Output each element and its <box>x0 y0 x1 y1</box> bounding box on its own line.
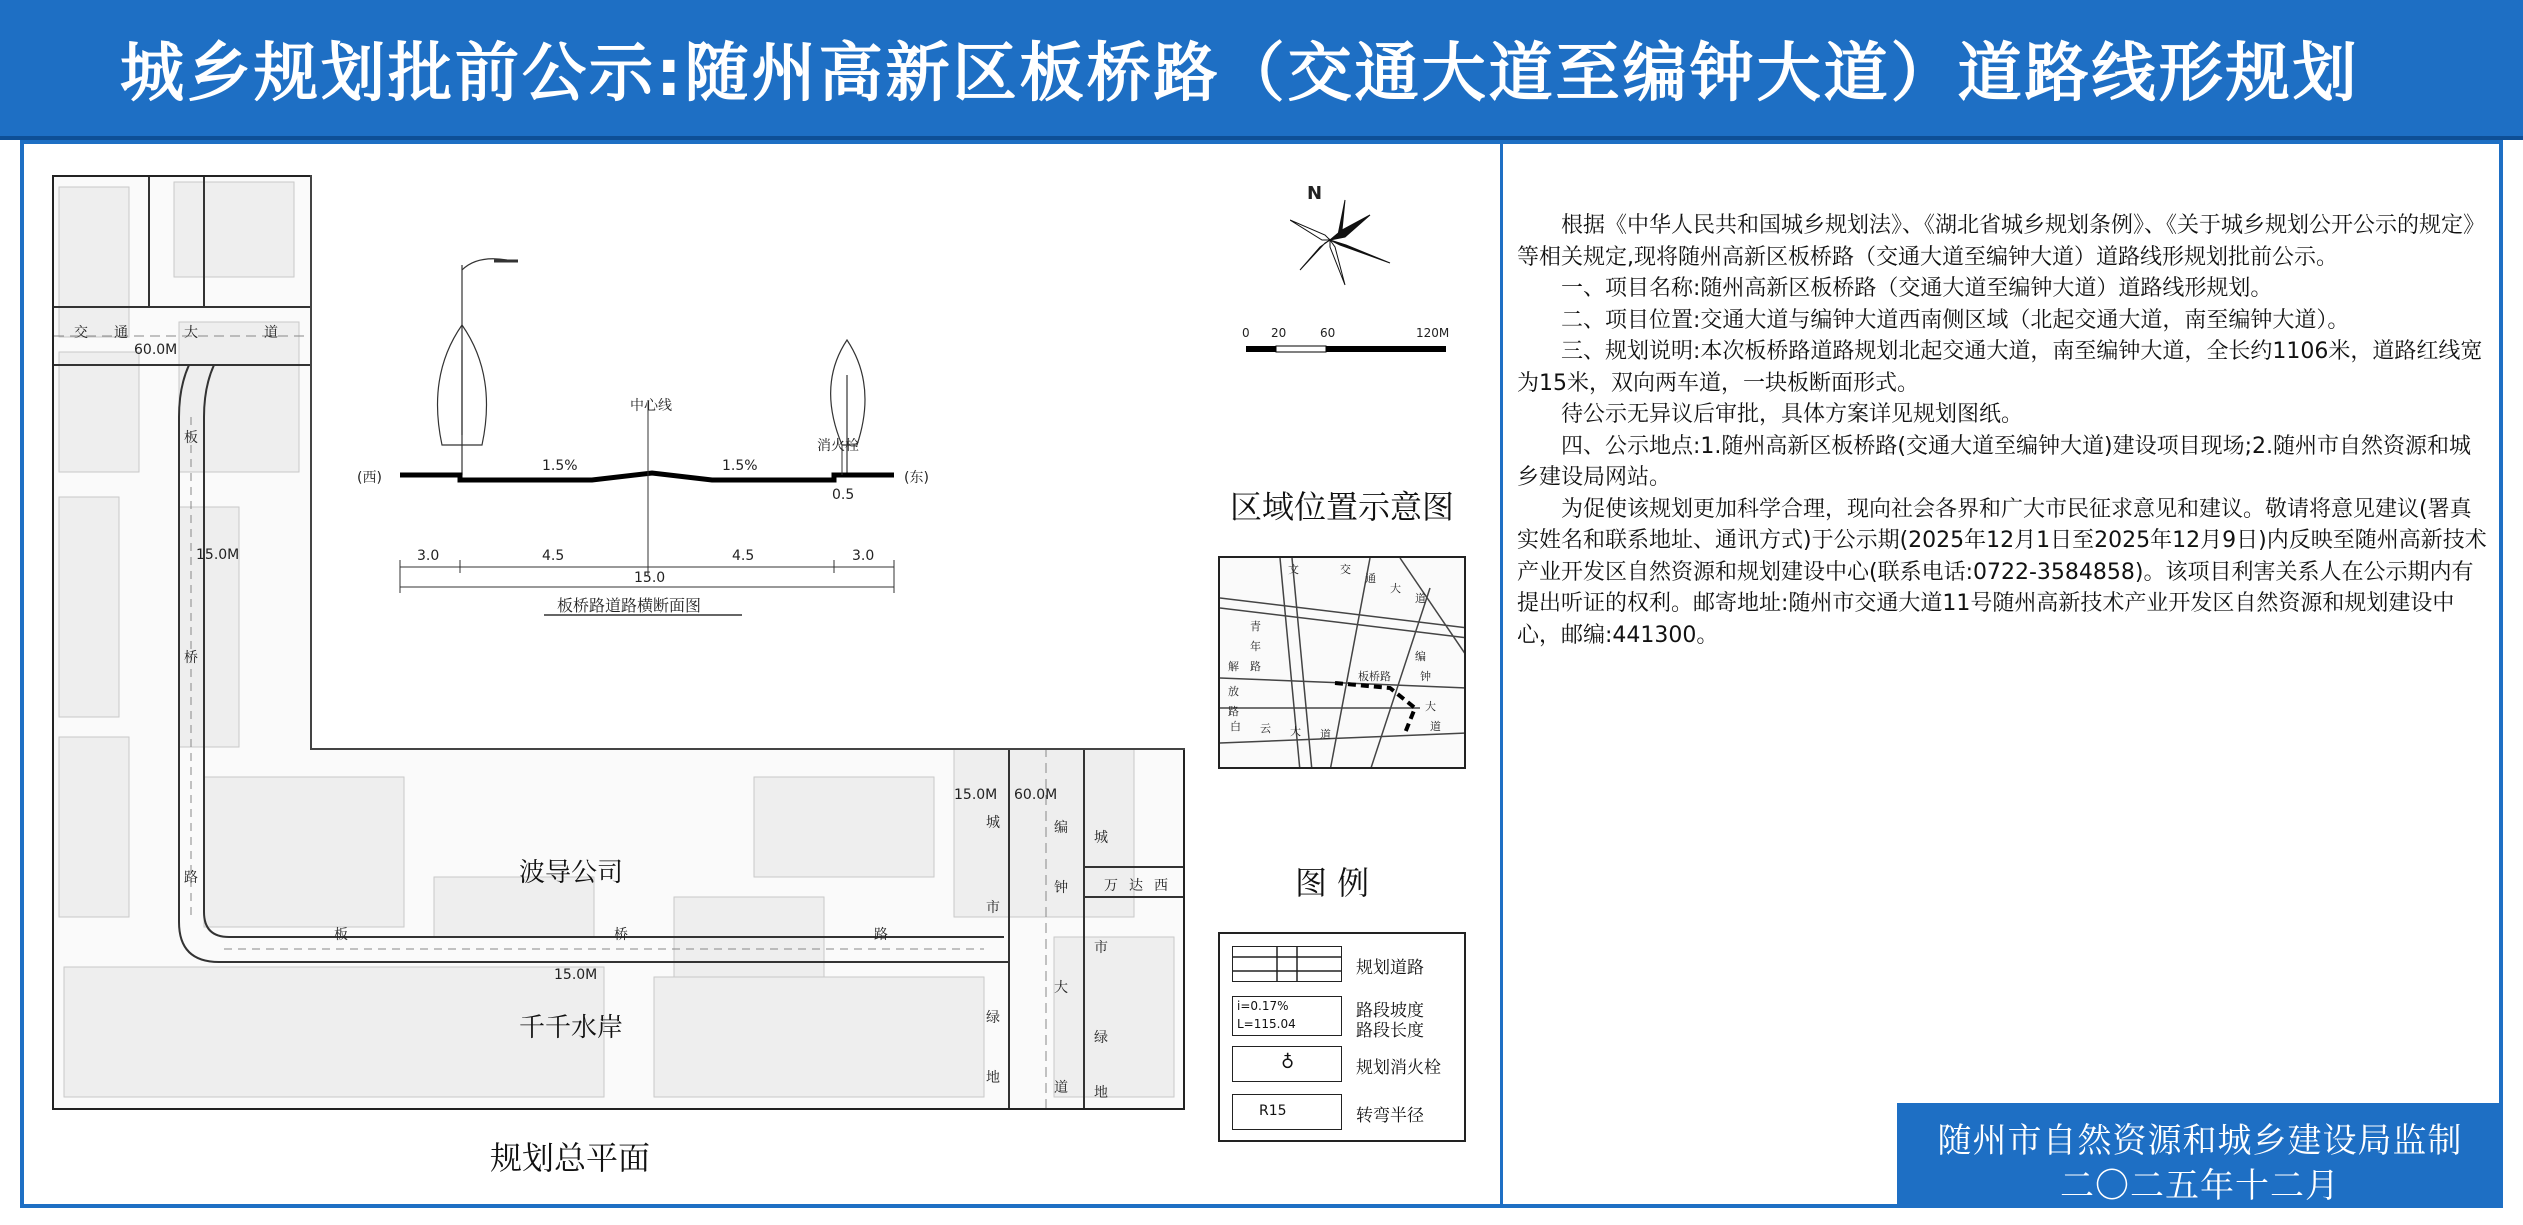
legend <box>1218 932 1466 1142</box>
road-surface <box>400 473 894 480</box>
offset-label: 0.5 <box>832 487 855 503</box>
notice-paragraph: 待公示无异议后审批，具体方案详见规划图纸。 <box>1561 402 2024 427</box>
label-chengshi2-1: 城 <box>1094 830 1108 846</box>
legend-slope-top: i=0.17% <box>1237 999 1289 1013</box>
label-wanda-2: 达 <box>1129 878 1143 894</box>
legend-label-length: 路段长度 <box>1356 1021 1424 1041</box>
notice-paragraph: 四、公示地点:1.随州高新区板桥路(交通大道至编钟大道)建设项目现场;2.随州市自然资源和城乡建设局网站。 <box>1517 433 2471 490</box>
label-banqiao-h1: 板 <box>334 927 348 943</box>
label-banqiao-v2: 桥 <box>184 650 198 666</box>
loc-char-7: 钟 <box>1420 670 1431 683</box>
label-bodao: 波导公司 <box>519 858 624 888</box>
notice-text <box>1517 210 2492 651</box>
compass-north: N <box>1307 183 1323 204</box>
legend-label-hydrant: 规划消火栓 <box>1356 1058 1441 1078</box>
center-line-label: 中心线 <box>630 398 672 414</box>
footer-date: 二〇二五年十二月 <box>2060 1166 2340 1206</box>
loc-char-8: 大 <box>1425 700 1436 713</box>
loc-char-4: 大 <box>1390 582 1401 595</box>
label-banqiao-v1: 板 <box>184 430 198 446</box>
loc-char-9: 道 <box>1430 720 1441 733</box>
notice-paragraph: 为促使该规划更加科学合理，现向社会各界和广大市民征求意见和建议。敬请将意见建议(署真实姓名和联系地址、通讯方式)于公示期(2025年12月1日至2025年12月9日)内反映至随州高新技术产业开发区自然资源和规划建设中心(联系电话:0722-3584858)。该项目利害关系人在公示期内有提出听证的权利。邮寄地址:随州市交通大道11号随州高新技术产业开发区自然资源和规划建设中心，邮编:441300。 <box>1517 496 2487 648</box>
label-chengshi-3: 绿 <box>986 1010 1000 1026</box>
east-label: (东) <box>904 470 929 486</box>
label-banqiao-v3: 路 <box>184 870 198 886</box>
page-title: 城乡规划批前公示:随州高新区板桥路（交通大道至编钟大道）道路线形规划 <box>120 37 2360 111</box>
label-jiaotong-width: 60.0M <box>134 342 178 358</box>
dim-2: 4.5 <box>542 548 565 564</box>
loc-char-16: 路 <box>1228 705 1239 718</box>
label-chengshi-2: 市 <box>986 900 1000 916</box>
loc-char-18: 年 <box>1250 640 1261 653</box>
dim-3: 4.5 <box>732 548 755 564</box>
hydrant-label: 消火栓 <box>817 438 859 454</box>
legend-slope-bottom: L=115.04 <box>1237 1017 1296 1031</box>
location-map <box>1218 556 1466 769</box>
legend-label-slope: 路段坡度 <box>1356 1001 1424 1021</box>
notice-paragraph: 根据《中华人民共和国城乡规划法》、《湖北省城乡规划条例》、《关于城乡规划公开公示的规定》等相关规定,现将随州高新区板桥路（交通大道至编钟大道）道路线形规划批前公示。 <box>1517 213 2486 270</box>
slope-left: 1.5% <box>542 458 578 474</box>
loc-char-11: 云 <box>1260 722 1271 735</box>
dim-total: 15.0 <box>634 570 666 586</box>
label-bianzhong-3: 大 <box>1054 980 1068 996</box>
label-bianzhong-2: 钟 <box>1054 880 1068 896</box>
header-banner <box>0 0 2523 140</box>
label-chengshi-4: 地 <box>986 1070 1000 1086</box>
loc-char-2: 交 <box>1340 563 1351 576</box>
loc-char-14: 解 <box>1228 660 1239 673</box>
label-jiaotong-3: 大 <box>184 325 198 341</box>
legend-label-road: 规划道路 <box>1356 958 1424 978</box>
notice-paragraph: 三、规划说明:本次板桥路道路规划北起交通大道，南至编钟大道，全长约1106米，道路红线宽为15米，双向两车道，一块板断面形式。 <box>1517 339 2483 396</box>
label-wanda-3: 西 <box>1154 878 1168 894</box>
loc-char-12: 大 <box>1290 725 1301 738</box>
loc-char-10: 白 <box>1230 720 1241 733</box>
loc-char-1: 文 <box>1288 563 1299 576</box>
label-jiaotong-1: 交 <box>74 325 88 341</box>
legend-title: 图 例 <box>1295 864 1370 902</box>
slope-right: 1.5% <box>722 458 758 474</box>
label-wanda-1: 万 <box>1104 878 1118 894</box>
plan-caption: 规划总平面 <box>490 1139 651 1177</box>
label-right-width: 15.0M <box>954 787 998 803</box>
notice-paragraph: 二、项目位置:交通大道与编钟大道西南侧区域（北起交通大道，南至编钟大道）。 <box>1561 307 2350 333</box>
scale-tick-120: 120M <box>1416 326 1450 340</box>
label-jiaotong-4: 道 <box>264 325 278 341</box>
hydrant-icon: ♁ <box>1281 1052 1295 1073</box>
west-label: (西) <box>357 470 382 486</box>
label-bottom-width: 15.0M <box>554 967 598 983</box>
label-chengshi2-2: 市 <box>1094 940 1108 956</box>
footer-issuer-box <box>1897 1103 2503 1208</box>
radius-sym: R15 <box>1259 1103 1287 1119</box>
tree-icon <box>438 259 519 475</box>
dim-4: 3.0 <box>852 548 875 564</box>
label-jiaotong-2: 通 <box>114 325 128 341</box>
label-chengshi2-4: 地 <box>1094 1085 1108 1101</box>
label-bianzhong-1: 编 <box>1054 820 1068 836</box>
scale-bar <box>1236 326 1456 366</box>
loc-route-label: 板桥路 <box>1358 670 1391 683</box>
label-chengshi2-3: 绿 <box>1094 1030 1108 1046</box>
footer-issuer: 随州市自然资源和城乡建设局监制 <box>1937 1121 2463 1161</box>
label-chengshi-1: 城 <box>986 815 1000 831</box>
loc-char-13: 道 <box>1320 728 1331 741</box>
label-road-right-top: 60.0M <box>1014 787 1058 803</box>
label-bianzhong-4: 道 <box>1054 1080 1068 1096</box>
loc-char-17: 青 <box>1250 620 1261 633</box>
section-title: 板桥路道路横断面图 <box>557 596 702 615</box>
cross-section-panel <box>310 175 1185 750</box>
dim-1: 3.0 <box>417 548 440 564</box>
loc-char-6: 编 <box>1415 650 1426 663</box>
scale-tick-20: 20 <box>1271 326 1287 340</box>
loc-char-15: 放 <box>1228 685 1239 698</box>
loc-char-3: 通 <box>1365 572 1376 585</box>
scale-tick-0: 0 <box>1242 326 1250 340</box>
scale-tick-60: 60 <box>1320 326 1336 340</box>
label-banqiao-h3: 路 <box>874 927 888 943</box>
label-banqiao-h2: 桥 <box>614 927 628 943</box>
loc-char-19: 路 <box>1250 660 1261 673</box>
label-qianqian: 千千水岸 <box>519 1013 624 1043</box>
label-banqiao-width: 15.0M <box>196 547 240 563</box>
location-caption: 区域位置示意图 <box>1230 488 1455 526</box>
legend-label-radius: 转弯半径 <box>1356 1106 1424 1126</box>
column-divider <box>1500 140 1503 1208</box>
loc-char-5: 道 <box>1415 592 1426 605</box>
notice-paragraph: 一、项目名称:随州高新区板桥路（交通大道至编钟大道）道路线形规划。 <box>1561 276 2273 301</box>
